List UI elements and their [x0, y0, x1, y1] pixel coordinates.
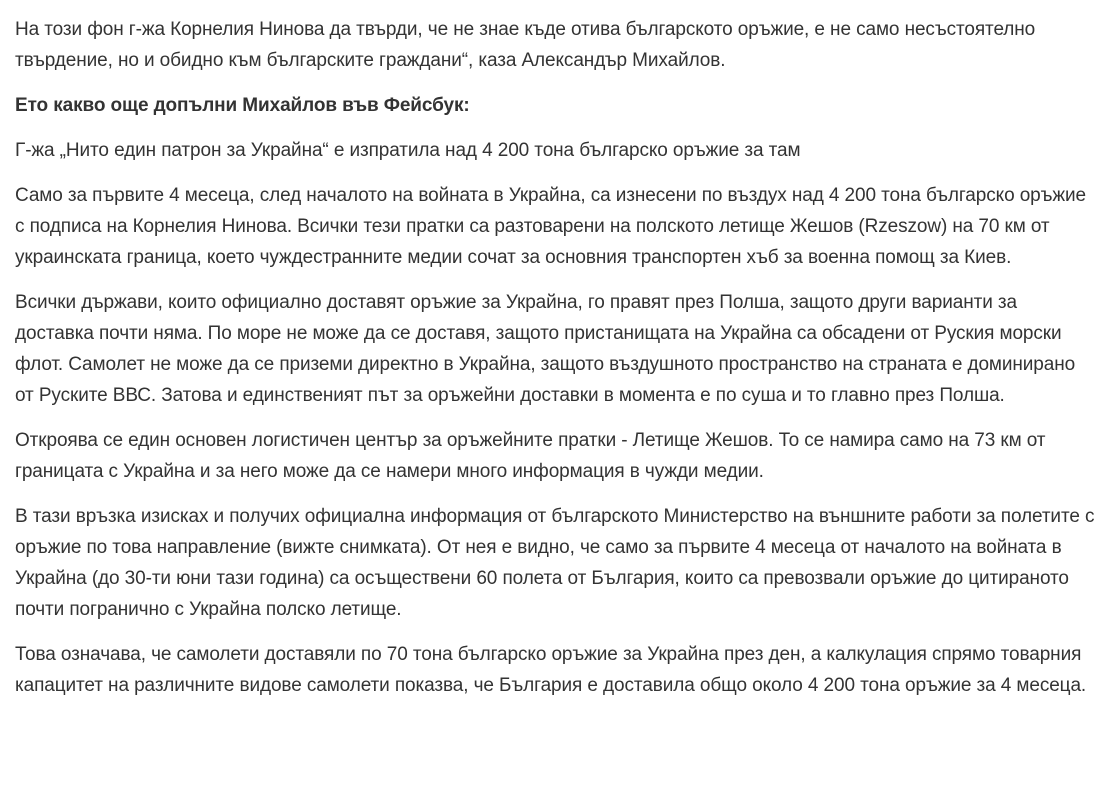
paragraph-rzeszow-hub: Откроява се един основен логистичен център за оръжейните пратки - Летище Жешов. То се намира само на 73 км от границата с Украйна и за него може да се намери много информация в чужди медии. — [15, 430, 1046, 482]
paragraph-quote-end: На този фон г-жа Корнелия Нинова да твърди, че не знае къде отива българското оръжие, е не само несъстоятелно твърдение, но и обидно към българските граждани“, каза Александър Михайлов. — [15, 19, 1036, 71]
paragraph-calculation: Това означава, че самолети доставяли по 70 тона българско оръжие за Украйна през ден, а калкулация спрямо товарния капацитет на различните видове самолети показва, че България е доставила общо около 4 200 тона оръжие за 4 месеца. — [15, 644, 1087, 696]
article-body — [15, 14, 1095, 715]
paragraph-subheading: Ето какво още допълни Михайлов във Фейсбук: — [15, 95, 470, 116]
paragraph-official-info: В тази връзка изисках и получих официална информация от българското Министерство на външните работи за полетите с оръжие по това направление (вижте снимката). От нея е видно, че само за първите 4 месеца от началото на войната в Украйна (до 30-ти юни тази година) са осъществени 60 полета от България, които са превозвали оръжие до цитираното почти погранично с Украйна полско летище. — [15, 506, 1095, 620]
paragraph-through-poland: Всички държави, които официално доставят оръжие за Украйна, го правят през Полша, защото други варианти за доставка почти няма. По море не може да се доставя, защото пристанищата на Украйна са обсадени от Руския морски флот. Самолет не може да се приземи директно в Украйна, защото въздушното пространство на страната е доминирано от Руските ВВС. Затова и единственият път за оръжейни доставки в момента е по суша и то главно през Полша. — [15, 292, 1076, 406]
paragraph-facebook-headline: Г-жа „Нито един патрон за Украйна“ е изпратила над 4 200 тона българско оръжие за там — [15, 140, 801, 161]
paragraph-first-four-months: Само за първите 4 месеца, след началото на войната в Украйна, са изнесени по въздух над 4 200 тона българско оръжие с подписа на Корнелия Нинова. Всички тези пратки са разтоварени на полското летище Жешов (Rzeszow) на 70 км от украинската граница, което чуждестранните медии сочат за основния транспортен хъб за военна помощ за Киев. — [15, 185, 1087, 268]
